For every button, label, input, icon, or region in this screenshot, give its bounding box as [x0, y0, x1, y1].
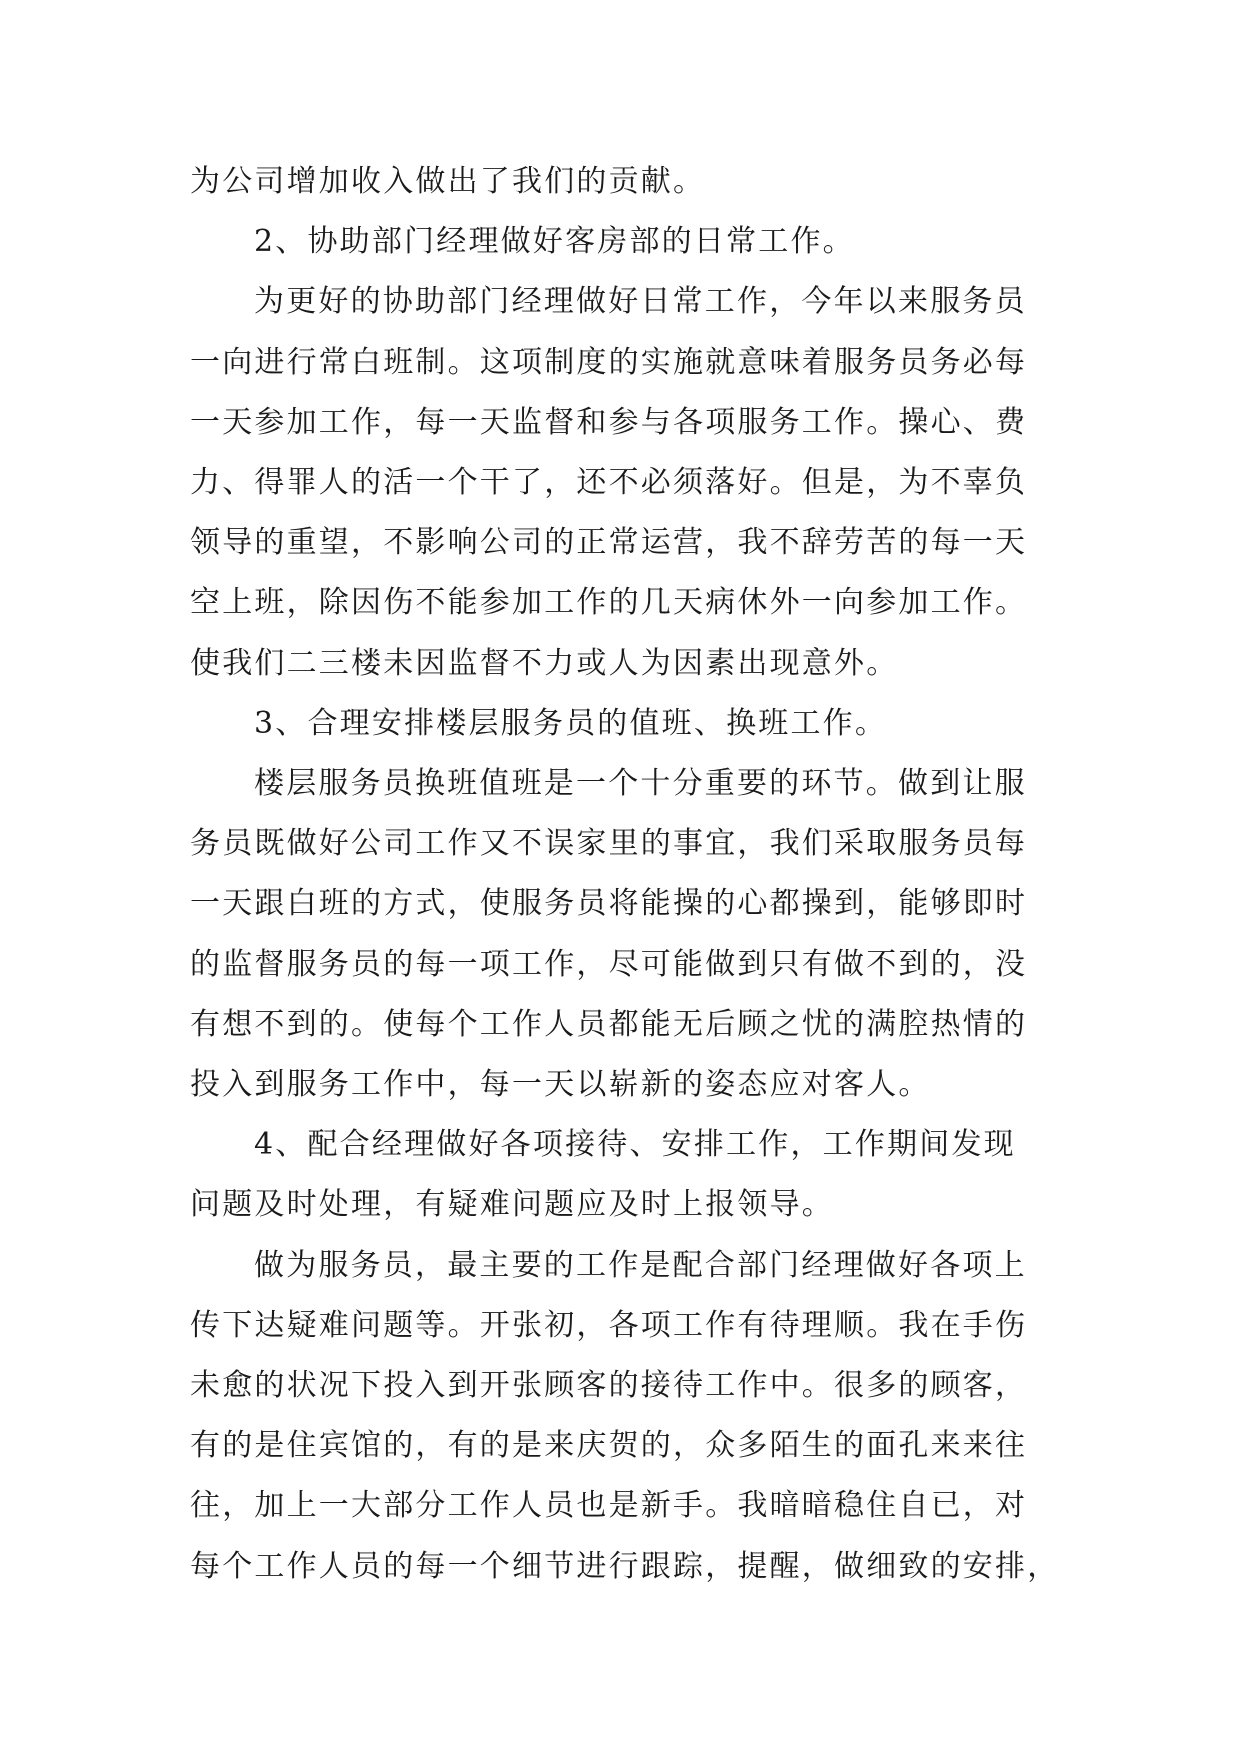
paragraph-item-3-body	[190, 754, 1050, 1115]
text-line: 未愈的状况下投入到开张顾客的接待工作中。很多的顾客，	[190, 1368, 1028, 1404]
paragraph-item-2-body	[190, 272, 1050, 693]
text-line: 为公司增加收入做出了我们的贡献。	[190, 164, 706, 199]
text-line: 4、配合经理做好各项接待、安排工作，工作期间发现	[254, 1127, 1016, 1163]
text-line: 使我们二三楼未因监督不力或人为因素出现意外。	[190, 645, 899, 681]
text-line: 每个工作人员的每一个细节进行跟踪，提醒，做细致的安排，	[190, 1548, 1060, 1584]
paragraph-item-4-heading	[190, 1115, 1050, 1235]
text-line: 的监督服务员的每一项工作，尽可能做到只有做不到的，没	[190, 946, 1028, 982]
text-line: 投入到服务工作中，每一天以崭新的姿态应对客人。	[190, 1067, 931, 1103]
text-line: 有想不到的。使每个工作人员都能无后顾之忧的满腔热情的	[190, 1006, 1028, 1042]
paragraph-item-2-heading	[190, 212, 1050, 272]
text-line: 往，加上一大部分工作人员也是新手。我暗暗稳住自已，对	[190, 1488, 1028, 1524]
text-line: 一天跟白班的方式，使服务员将能操的心都操到，能够即时	[190, 886, 1028, 922]
text-line: 务员既做好公司工作又不误家里的事宜，我们采取服务员每	[190, 826, 1028, 862]
paragraph-item-4-body	[190, 1236, 1060, 1597]
text-line: 一向进行常白班制。这项制度的实施就意味着服务员务必每	[190, 344, 1028, 380]
text-line: 问题及时处理，有疑难问题应及时上报领导。	[190, 1187, 834, 1223]
text-line: 2、协助部门经理做好客房部的日常工作。	[254, 224, 855, 260]
text-line: 为更好的协助部门经理做好日常工作，今年以来服务员	[254, 284, 1027, 320]
text-line: 有的是住宾馆的，有的是来庆贺的，众多陌生的面孔来来往	[190, 1428, 1028, 1464]
text-line: 领导的重望，不影响公司的正常运营，我不辞劳苦的每一天	[190, 525, 1028, 561]
paragraph-continuation	[190, 152, 1050, 212]
text-line: 一天参加工作，每一天监督和参与各项服务工作。操心、费	[190, 404, 1028, 440]
text-line: 3、合理安排楼层服务员的值班、换班工作。	[254, 705, 888, 741]
text-line: 力、得罪人的活一个干了，还不必须落好。但是，为不辜负	[190, 465, 1028, 501]
paragraph-item-3-heading	[190, 694, 1050, 754]
text-line: 楼层服务员换班值班是一个十分重要的环节。做到让服	[254, 766, 1027, 802]
text-line: 做为服务员，最主要的工作是配合部门经理做好各项上	[254, 1247, 1027, 1283]
document-body	[190, 152, 1060, 1597]
text-line: 空上班，除因伤不能参加工作的几天病休外一向参加工作。	[190, 585, 1028, 621]
text-line: 传下达疑难问题等。开张初，各项工作有待理顺。我在手伤	[190, 1307, 1028, 1343]
